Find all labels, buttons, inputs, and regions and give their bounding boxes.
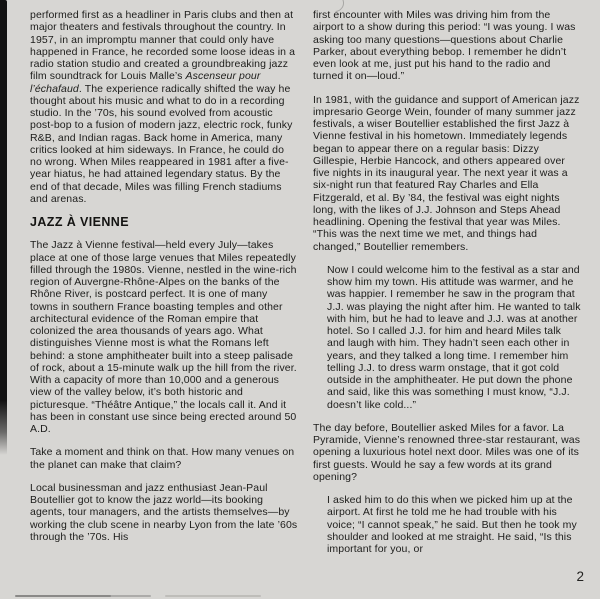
text-columns	[30, 9, 581, 566]
blockquote-airport-request: I asked him to do this when we picked him up at the airport. At first he told me he had trouble with his voice; “I cannot speak,” he said. But then he took my shoulder and looked at me straight. He said, “Is this important for you, or	[327, 494, 577, 555]
paragraph-vienne-festival: The Jazz à Vienne festival—held every July—takes place at one of those large venues that Miles repeatedly filled through the 1980s. Vienne, nestled in the wine-rich region of Auvergne-Rhône-Alpes on the banks of the Rhône River, is postcard perfect. It is one of many towns in southern France boasting temples and other architectural evidence of the Roman empire that colonized the area thousands of years ago. What distinguishes Vienne most is what the Romans left behind: a stone amphitheater built into a steep palisade of rock, about a 15-minute walk up the hill from the river. With a capacity of more than 10,000 and a generous view of the valley below, it’s both historic and picturesque. “Théâtre Antique,” the locals call it. And it has been in constant use since being erected around 50 A.D.	[30, 239, 297, 435]
album-title-italic: Ascenseur pour l’échafaud	[30, 70, 261, 95]
page-spine-edge	[0, 0, 7, 455]
paragraph-text: performed first as a headliner in Paris clubs and then at major theaters and festivals throughout the country. In 1957, in an impromptu manner that could only have happened in France, he recorded some loose ideas in a radio station studio and created a groundbreaking jazz film soundtrack for Louis Malle’s	[30, 9, 296, 83]
scan-artifact-smudge	[15, 595, 111, 597]
paragraph-text: . The experience radically shifted the way he thought about his music and what to do in a recording studio. In the ’70s, his sound evolved from acoustic post-bop to a fusion of modern jazz, electric rock, funky R&B, and Indian ragas. Back home in America, many critics looked at him sideways. In France, he could do no wrong. When Miles reappeared in 1981 after a five-year hiatus, he had attained legendary status. By the end of that decade, Miles was filling French stadiums and arenas.	[30, 82, 293, 205]
left-column	[30, 9, 298, 566]
page-number: 2	[576, 569, 584, 584]
paragraph-1981-festival-founding: In 1981, with the guidance and support of American jazz impresario George Wein, founder of many summer jazz festivals, a wiser Boutellier established the first Jazz à Vienne festival in his hometown. Immediately legends began to appear there on a regular basis: Dizzy Gillespie, Herbie Hancock, and others appeared over five nights in its inaugural year. The next year it was a six-night run that featured Ray Charles and Ella Fitzgerald, et al. By ’84, the festival was eight nights long, with the likes of J.J. Johnson and Steps Ahead headlining. Opening the festival that year was Miles. “This was the next time we met, and things had changed,” Boutellier remembers.	[313, 93, 580, 253]
section-heading-jazz-a-vienne: JAZZ À VIENNE	[30, 215, 129, 229]
right-column	[313, 9, 581, 566]
paragraph-boutellier-intro: Local businessman and jazz enthusiast Jean-Paul Boutellier got to know the jazz world—its booking agents, tour managers, and the artists themselves—by working the club scene in nearby Lyon from the late ’60s through the ’70s. His	[30, 481, 298, 543]
paragraph-la-pyramide-favor: The day before, Boutellier asked Miles for a favor. La Pyramide, Vienne’s renowned three-star restaurant, was opening a luxurious hotel next door. Miles was one of its first guests. Would he say a few words at its grand opening?	[313, 421, 581, 483]
paragraph-first-encounter: first encounter with Miles was driving him from the airport to a show during this period: “I was young. I was asking too many questions—questions about Charlie Parker, about everything bebop. I remember he didn’t even look at me, just put his hand to the radio and turned it on—loud.”	[313, 9, 576, 83]
blockquote-welcome-to-festival: Now I could welcome him to the festival as a star and show him my town. His attitude was warmer, and he was happier. I remember he saw in the program that J.J. was playing the night after him. He wanted to talk with him, but he had to leave and J.J. was at another hotel. So I called J.J. for him and heard Miles talk and laugh with him. They hadn’t seen each other in years, and they talked a long time. I remember him telling J.J. to dress warm onstage, that it got cold outside in the amphitheater. He put down the phone and said, like this was something I must know, “J.J. doesn’t like cold...”	[327, 263, 581, 411]
paragraph-career-france	[30, 9, 298, 205]
paragraph-take-a-moment: Take a moment and think on that. How many venues on the planet can make that claim?	[30, 446, 295, 471]
